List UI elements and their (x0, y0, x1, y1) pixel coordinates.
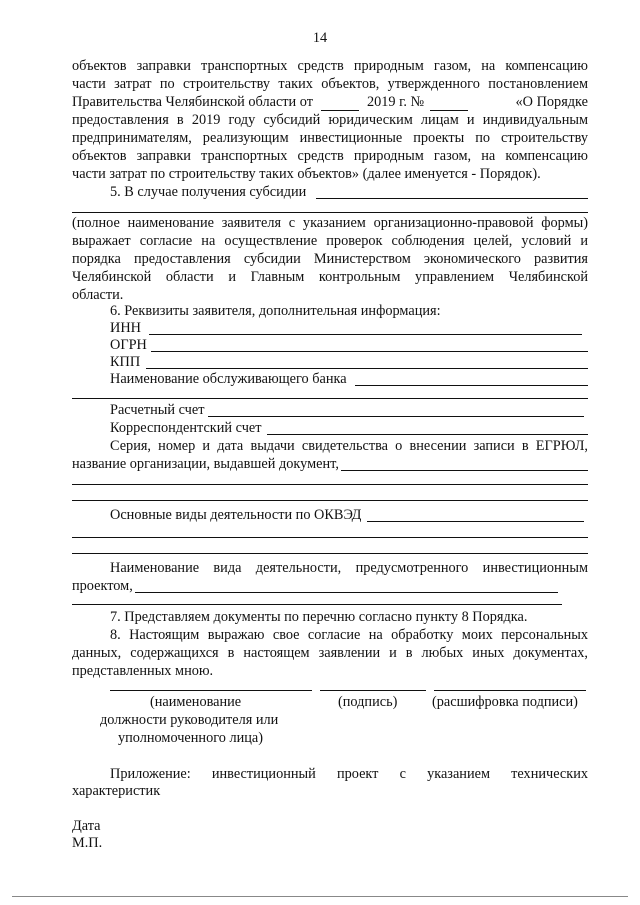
egrul-line-1: Серия, номер и дата выдачи свидетельства о внесении записи в ЕГРЮЛ, (110, 438, 588, 454)
item5-lead: 5. В случае получения субсидии (110, 184, 307, 200)
corr-account-label: Корреспондентский счет (110, 420, 262, 436)
position-field[interactable] (110, 690, 312, 691)
text-line: (полное наименование заявителя с указанием организационно-правовой формы) (72, 215, 588, 231)
date-label: Дата (72, 818, 101, 834)
okved-label: Основные виды деятельности по ОКВЭД (110, 507, 362, 523)
item7: 7. Представляем документы по перечню согласно пункту 8 Порядка. (110, 609, 528, 625)
name-caption: (расшифровка подписи) (432, 694, 578, 710)
decree-text-3: «О Порядке (515, 94, 588, 110)
egrul-field-line3[interactable] (72, 500, 588, 501)
activity-row (72, 578, 558, 595)
position-caption-1: (наименование (150, 694, 242, 710)
signature-field[interactable] (320, 690, 426, 691)
activity-label: проектом, (72, 578, 133, 594)
corr-account-row (110, 420, 588, 437)
text-line: части затрат по строительству таких объектов, утвержденного постановлением (72, 76, 588, 92)
text-line: объектов заправки транспортных средств природным газом, на компенсацию (72, 58, 588, 74)
decree-date-blank (321, 98, 359, 111)
item6-title: 6. Реквизиты заявителя, дополнительная информация: (110, 303, 441, 319)
bank-field-line2[interactable] (72, 398, 588, 399)
egrul-row (72, 456, 588, 473)
decree-text-2: 2019 г. № (366, 94, 425, 110)
egrul-field[interactable] (341, 457, 588, 471)
inn-label: ИНН (110, 320, 141, 336)
kpp-row (110, 354, 588, 371)
egrul-label: название организации, выдавшей документ, (72, 456, 339, 472)
okved-field[interactable] (367, 508, 584, 522)
okved-row (110, 507, 584, 524)
ogrn-field[interactable] (151, 338, 588, 352)
bank-label: Наименование обслуживающего банка (110, 371, 347, 387)
text-line: части затрат по строительству таких объектов» (далее именуется - Порядок). (72, 166, 541, 182)
bank-row (110, 371, 588, 388)
item8-line-2: данных, содержащихся в настоящем заявлении и в любых иных документах, (72, 645, 588, 661)
page-number: 14 (312, 30, 328, 46)
position-caption-3: уполномоченного лица) (118, 730, 264, 746)
account-field[interactable] (208, 403, 584, 417)
ogrn-label: ОГРН (110, 337, 147, 353)
item8-line-3: представленных мною. (72, 663, 214, 679)
appendix-line-2: характеристик (72, 783, 161, 799)
activity-field[interactable] (135, 579, 558, 593)
page-bottom-edge (12, 896, 628, 897)
ogrn-row (110, 337, 588, 354)
bank-field[interactable] (355, 372, 588, 386)
text-line: области. (72, 287, 124, 303)
appendix-line-1: Приложение: инвестиционный проект с указанием технических (110, 766, 588, 782)
inn-field[interactable] (149, 321, 582, 335)
name-field[interactable] (434, 690, 586, 691)
decree-text-1: Правительства Челябинской области от (72, 94, 313, 110)
applicant-name-field-line2[interactable] (72, 212, 588, 213)
text-line: объектов заправки транспортных средств природным газом, на компенсацию (72, 148, 588, 164)
account-row (110, 402, 584, 419)
text-line: Челябинской области и Главным контрольным управлением Челябинской (72, 269, 588, 285)
egrul-field-line2[interactable] (72, 484, 588, 485)
inn-row (110, 320, 582, 337)
position-caption-2: должности руководителя или (100, 712, 279, 728)
activity-line-1: Наименование вида деятельности, предусмотренного инвестиционным (110, 560, 588, 576)
stamp-label: М.П. (72, 835, 103, 851)
activity-field-line2[interactable] (72, 604, 562, 605)
text-line: предпринимателям, реализующим инвестиционные проекты по строительству (72, 130, 588, 146)
decree-line (72, 94, 588, 111)
okved-field-line3[interactable] (72, 553, 588, 554)
okved-field-line2[interactable] (72, 537, 588, 538)
account-label: Расчетный счет (110, 402, 205, 418)
kpp-field[interactable] (146, 355, 588, 369)
text-line: порядка предоставления субсидии Министерством экономического развития (72, 251, 588, 267)
decree-number-blank (430, 98, 468, 111)
text-line: предоставления в 2019 году субсидий юридическим лицам и индивидуальным (72, 112, 588, 128)
kpp-label: КПП (110, 354, 141, 370)
corr-account-field[interactable] (267, 421, 588, 435)
applicant-name-field[interactable] (316, 185, 588, 199)
signature-caption: (подпись) (338, 694, 398, 710)
item5-lead-line (110, 184, 588, 201)
text-line: выражает согласие на осуществление проверок соблюдения целей, условий и (72, 233, 588, 249)
item8-line-1: 8. Настоящим выражаю свое согласие на обработку моих персональных (110, 627, 588, 643)
